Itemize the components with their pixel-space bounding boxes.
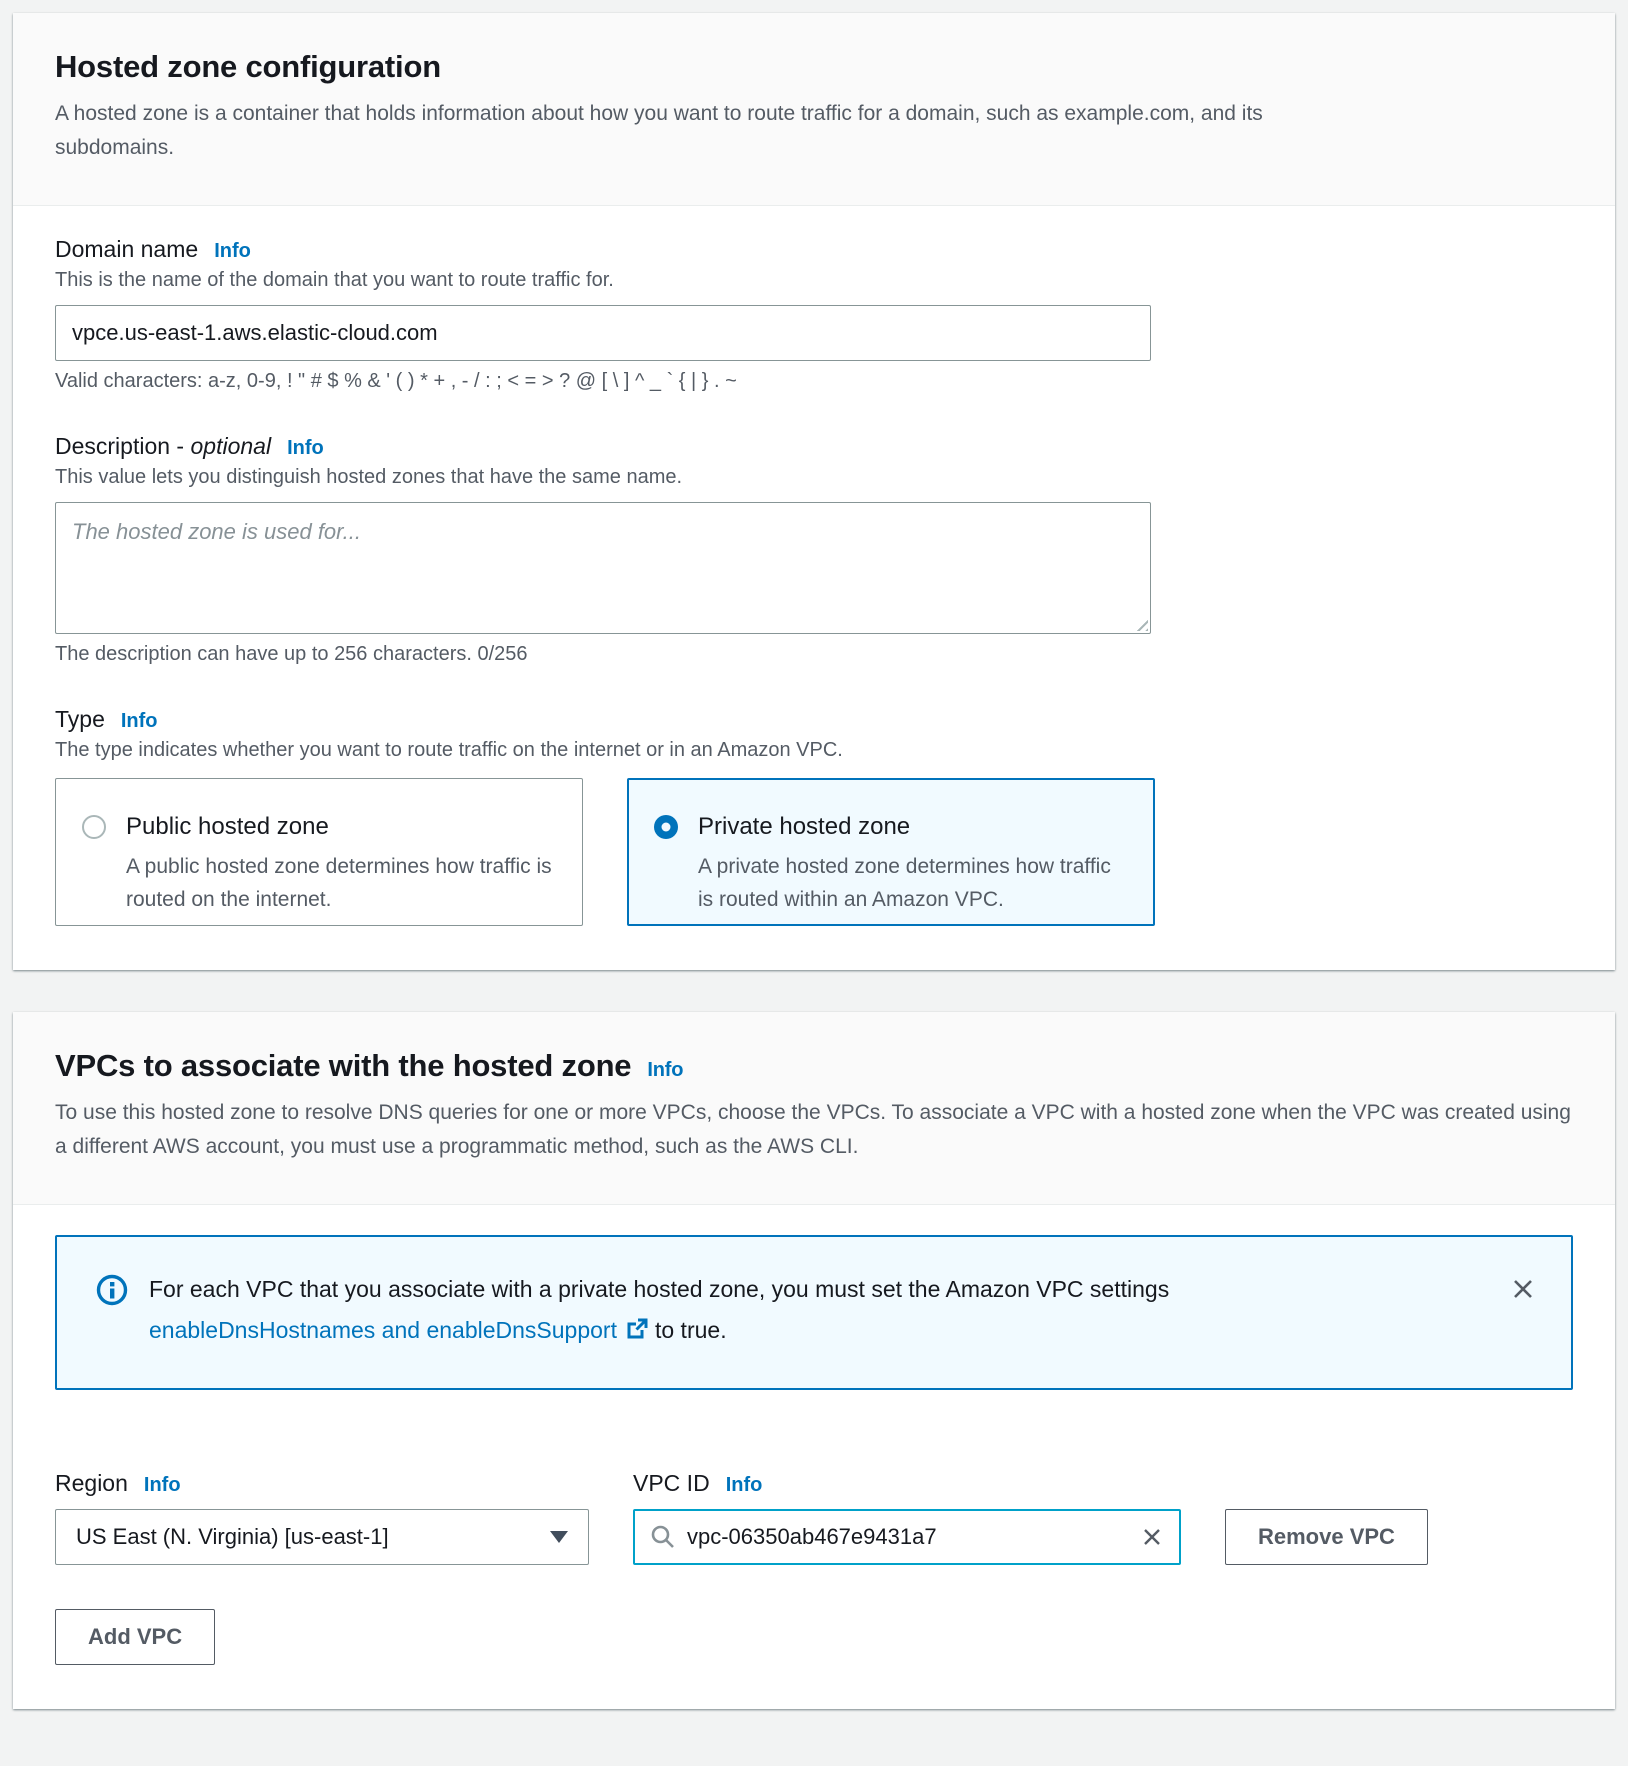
vpc-id-column: [633, 1470, 1181, 1565]
public-hosted-zone-radio[interactable]: [82, 815, 106, 839]
vpc-settings-info-alert: [55, 1235, 1573, 1390]
vpc-id-input[interactable]: [687, 1524, 1129, 1550]
external-link-icon[interactable]: [625, 1313, 649, 1354]
private-hosted-zone-radio[interactable]: [654, 815, 678, 839]
type-helper: The type indicates whether you want to route traffic on the internet or in an Amazon VPC.: [55, 739, 843, 761]
info-circle-icon: [95, 1273, 129, 1312]
vpc-association-row: [55, 1470, 1573, 1565]
type-radio-group: [55, 778, 1573, 926]
add-vpc-button[interactable]: Add VPC: [55, 1609, 215, 1665]
region-column: [55, 1470, 589, 1565]
vpcs-to-associate-body: [13, 1205, 1615, 1709]
description-textarea[interactable]: [55, 502, 1151, 634]
alert-text-after-link: to true.: [654, 1317, 727, 1343]
type-info-link[interactable]: Info: [120, 710, 158, 732]
alert-close-icon[interactable]: [1505, 1271, 1541, 1312]
domain-name-helper: This is the name of the domain that you want to route traffic for.: [55, 269, 614, 291]
enable-dns-settings-link[interactable]: enableDnsHostnames and enableDnsSupport: [149, 1317, 617, 1343]
vpc-settings-alert-message: [149, 1269, 1379, 1354]
vpc-id-label: VPC ID: [633, 1470, 710, 1496]
domain-name-info-link[interactable]: Info: [214, 240, 251, 262]
vpc-id-search-control: [633, 1509, 1181, 1565]
region-select[interactable]: [55, 1509, 589, 1565]
private-hosted-zone-description: A private hosted zone determines how traffic is routed within an Amazon VPC.: [698, 855, 1111, 911]
description-optional-label: optional: [190, 433, 272, 459]
hosted-zone-configuration-card: [13, 13, 1615, 970]
vpcs-to-associate-header: [13, 1012, 1615, 1205]
public-hosted-zone-description: A public hosted zone determines how traffic is routed on the internet.: [126, 855, 552, 911]
vpc-id-info-link[interactable]: Info: [725, 1474, 763, 1496]
domain-name-input[interactable]: [55, 305, 1151, 361]
clear-input-icon[interactable]: [1139, 1524, 1165, 1550]
type-label: Type: [55, 706, 105, 732]
description-helper: This value lets you distinguish hosted zones that have the same name.: [55, 466, 683, 488]
region-selected-value: US East (N. Virginia) [us-east-1]: [76, 1524, 389, 1549]
region-info-link[interactable]: Info: [143, 1474, 181, 1496]
remove-vpc-button[interactable]: Remove VPC: [1225, 1509, 1428, 1565]
region-label: Region: [55, 1470, 128, 1496]
hosted-zone-configuration-header: [13, 13, 1615, 206]
domain-name-field: [55, 236, 1573, 393]
hosted-zone-configuration-body: [13, 206, 1615, 970]
public-hosted-zone-option[interactable]: [55, 778, 583, 926]
domain-name-label: Domain name: [55, 236, 199, 262]
hosted-zone-configuration-title: Hosted zone configuration: [55, 49, 441, 84]
search-icon: [649, 1523, 677, 1551]
alert-text-before-link: For each VPC that you associate with a private hosted zone, you must set the Amazon VPC settings: [149, 1276, 1170, 1302]
vpcs-to-associate-title: VPCs to associate with the hosted zone Info: [55, 1048, 684, 1083]
description-field: [55, 433, 1573, 666]
private-hosted-zone-option[interactable]: [627, 778, 1155, 926]
hosted-zone-configuration-description: A hosted zone is a container that holds information about how you want to route traffic for a domain, such as example.com, and its subdomains.: [55, 102, 1263, 159]
vpcs-to-associate-info-link[interactable]: Info: [647, 1059, 684, 1081]
vpcs-to-associate-description: To use this hosted zone to resolve DNS queries for one or more VPCs, choose the VPCs. To associate a VPC with a hosted zone when the VPC was created using a different AWS account, you must use a programmatic method, such as the AWS CLI.: [55, 1101, 1571, 1158]
domain-name-constraint: Valid characters: a-z, 0-9, ! " # $ % & ' ( ) * + , - / : ; < = > ? @ [ \ ] ^ _ ` { | } . ~: [55, 370, 737, 392]
chevron-down-icon: [550, 1531, 568, 1543]
private-hosted-zone-title: Private hosted zone: [698, 813, 911, 840]
description-constraint: The description can have up to 256 characters. 0/256: [55, 643, 528, 665]
type-field: [55, 706, 1573, 926]
description-label: Description - optional: [55, 433, 272, 459]
public-hosted-zone-title: Public hosted zone: [126, 813, 329, 840]
vpcs-to-associate-card: [13, 1012, 1615, 1709]
description-info-link[interactable]: Info: [287, 437, 324, 459]
